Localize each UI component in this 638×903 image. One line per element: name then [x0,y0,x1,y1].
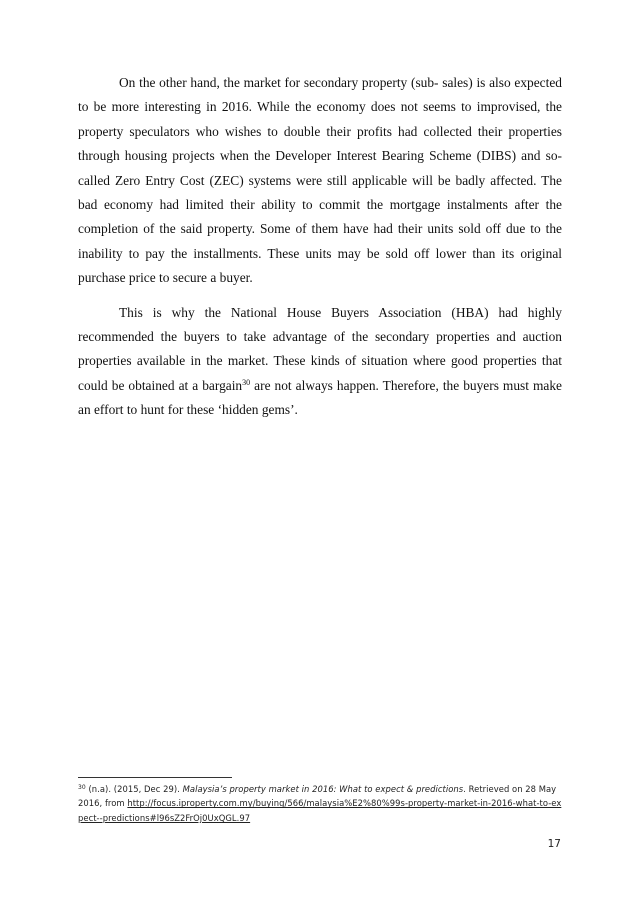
footnote [78,782,564,825]
paragraph-text: On the other hand, the market for secondary property (sub- sales) is also expected to be more interesting in 2016. While the economy does not seems to improvised, the property speculators who wishes to double their profits had collected their properties through housing projects when the Developer Interest Bearing Scheme (DIBS) and so-called Zero Entry Cost (ZEC) systems were still applicable will be badly affected. The bad economy had limited their ability to commit the mortgage instalments after the completion of the said property. Some of them have had their units sold off due to the inability to pay the installments. These units may be sold off lower than its original purchase price to secure a buyer. [78,75,562,286]
footnote-prefix: (n.a). (2015, Dec 29). [85,784,183,794]
paragraph-hba-recommendation [78,301,562,423]
footnote-url-link[interactable]: http://focus.iproperty.com.my/buying/566/malaysia%E2%80%99s-property-market-in-2016-what-to-expect--predictions#l96sZ2FrOj0UxQGL.97 [78,798,562,823]
footnote-title: Malaysia’s property market in 2016: What to expect & predictions [182,784,464,794]
footnote-reference[interactable]: 30 [242,377,251,387]
footnote-number: 30 [78,784,86,791]
paragraph-text-after-ref: are not always happen. Therefore, the buyers must make an effort to hunt for these ‘hidden gems’. [78,377,562,418]
footnote-separator [78,777,232,778]
paragraph-text-before-ref: This is why the National House Buyers Association (HBA) had highly recommended the buyers to take advantage of the secondary properties and auction properties available in the market. These kinds of situation where good properties that could be obtained at a bargain [78,304,562,393]
body-text [78,71,562,423]
page-number: 17 [547,838,561,850]
footnote-suffix: . Retrieved on 28 May 2016, from [78,784,557,809]
paragraph-secondary-property [78,71,562,291]
